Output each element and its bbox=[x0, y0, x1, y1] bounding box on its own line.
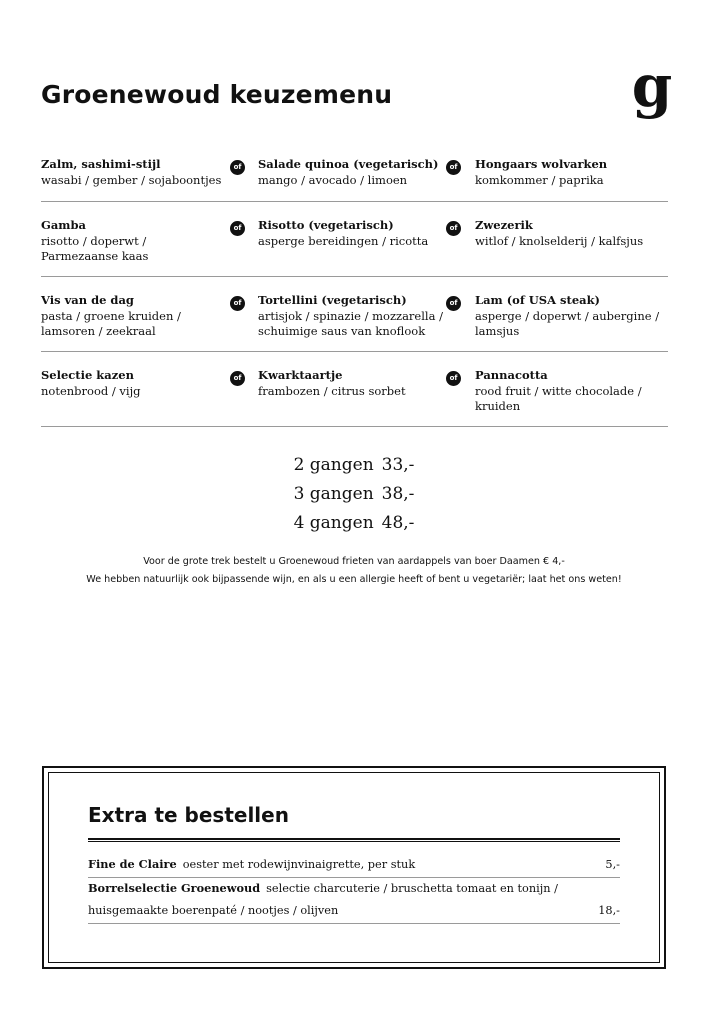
extra-item-name: Fine de Claire bbox=[88, 857, 177, 871]
or-badge: of bbox=[230, 160, 245, 175]
dish-description: komkommer / paprika bbox=[475, 172, 604, 187]
extra-item-name: Borrelselectie Groenewoud bbox=[88, 881, 261, 895]
dish bbox=[475, 218, 668, 249]
extra-title: Extra te bestellen bbox=[88, 803, 289, 827]
dish-description: artisjok / spinazie / mozzarella / bbox=[258, 308, 443, 323]
menu-row bbox=[41, 157, 668, 202]
dish bbox=[258, 293, 453, 340]
course-price: 48,- bbox=[381, 513, 415, 533]
dish bbox=[258, 218, 453, 249]
groenewoud-logo bbox=[631, 52, 673, 126]
dish-name: Pannacotta bbox=[475, 368, 548, 382]
or-badge: of bbox=[230, 221, 245, 236]
extra-item-text: oester met rodewijnvinaigrette, per stuk bbox=[182, 858, 416, 871]
dish-description: rood fruit / witte chocolade / bbox=[475, 383, 642, 398]
dish bbox=[475, 368, 668, 415]
or-badge: of bbox=[446, 371, 461, 386]
note-line: We hebben natuurlijk ook bijpassende wijn, en als u een allergie heeft of bent u vegetariër; laat het ons weten! bbox=[86, 574, 622, 585]
menu-row bbox=[41, 202, 668, 277]
dish-description: witlof / knolselderij / kalfsjus bbox=[475, 233, 644, 248]
dish bbox=[475, 157, 668, 188]
dish-name: Selectie kazen bbox=[41, 368, 134, 382]
dish bbox=[258, 157, 453, 188]
page-title: Groenewoud keuzemenu bbox=[41, 80, 393, 109]
dish-name: Vis van de dag bbox=[41, 293, 134, 307]
dish bbox=[41, 218, 231, 265]
dish-name: Salade quinoa (vegetarisch) bbox=[258, 157, 439, 171]
extra-item bbox=[88, 877, 620, 924]
or-badge: of bbox=[230, 371, 245, 386]
or-badge: of bbox=[446, 221, 461, 236]
dish-description: risotto / doperwt / bbox=[41, 233, 147, 248]
dish-description: lamsjus bbox=[475, 324, 520, 338]
course-price: 33,- bbox=[381, 455, 415, 475]
course-label: 3 gangen bbox=[293, 484, 374, 504]
extra-item bbox=[88, 853, 620, 878]
dish-description: lamsoren / zeekraal bbox=[41, 324, 156, 338]
svg-text:g: g bbox=[631, 52, 673, 120]
price-line bbox=[0, 480, 708, 509]
dish-description: frambozen / citrus sorbet bbox=[258, 383, 406, 398]
menu-grid bbox=[41, 157, 668, 427]
course-label: 4 gangen bbox=[293, 513, 374, 533]
course-price: 38,- bbox=[381, 484, 415, 504]
dish-name: Hongaars wolvarken bbox=[475, 157, 608, 171]
note-line: Voor de grote trek bestelt u Groenewoud frieten van aardappels van boer Daamen € 4,- bbox=[143, 556, 565, 567]
price-line bbox=[0, 509, 708, 538]
course-prices bbox=[0, 451, 708, 538]
extra-item-price: 18,- bbox=[598, 904, 620, 917]
menu-notes bbox=[0, 553, 708, 589]
dish-description: Parmezaanse kaas bbox=[41, 249, 149, 263]
price-line bbox=[0, 451, 708, 480]
dish bbox=[41, 157, 231, 188]
dish-description: kruiden bbox=[475, 399, 521, 413]
dish-description: schuimige saus van knoflook bbox=[258, 324, 426, 338]
or-badge: of bbox=[446, 296, 461, 311]
dish bbox=[41, 368, 231, 399]
dish-description: pasta / groene kruiden / bbox=[41, 308, 181, 323]
dish-description: mango / avocado / limoen bbox=[258, 172, 408, 187]
dish-description: asperge bereidingen / ricotta bbox=[258, 233, 429, 248]
dish bbox=[41, 293, 231, 340]
or-badge: of bbox=[446, 160, 461, 175]
dish-description: wasabi / gember / sojaboontjes bbox=[41, 172, 222, 187]
or-badge: of bbox=[230, 296, 245, 311]
dish bbox=[475, 293, 668, 340]
menu-row bbox=[41, 277, 668, 352]
dish-name: Gamba bbox=[41, 218, 86, 232]
dish-name: Lam (of USA steak) bbox=[475, 293, 600, 307]
dish-description: notenbrood / vijg bbox=[41, 383, 141, 398]
menu-row bbox=[41, 352, 668, 427]
dish-name: Risotto (vegetarisch) bbox=[258, 218, 394, 232]
extra-item-price: 5,- bbox=[605, 858, 620, 871]
extra-title-rule bbox=[88, 838, 620, 842]
dish-name: Kwarktaartje bbox=[258, 368, 343, 382]
dish-name: Zalm, sashimi-stijl bbox=[41, 157, 161, 171]
course-label: 2 gangen bbox=[293, 455, 374, 475]
dish-description: asperge / doperwt / aubergine / bbox=[475, 308, 660, 323]
dish-name: Tortellini (vegetarisch) bbox=[258, 293, 407, 307]
dish bbox=[258, 368, 453, 399]
extra-item-text: selectie charcuterie / bruschetta tomaat en tonijn / huisgemaakte boerenpaté / nootjes / olijven bbox=[88, 882, 558, 917]
dish-name: Zwezerik bbox=[475, 218, 533, 232]
